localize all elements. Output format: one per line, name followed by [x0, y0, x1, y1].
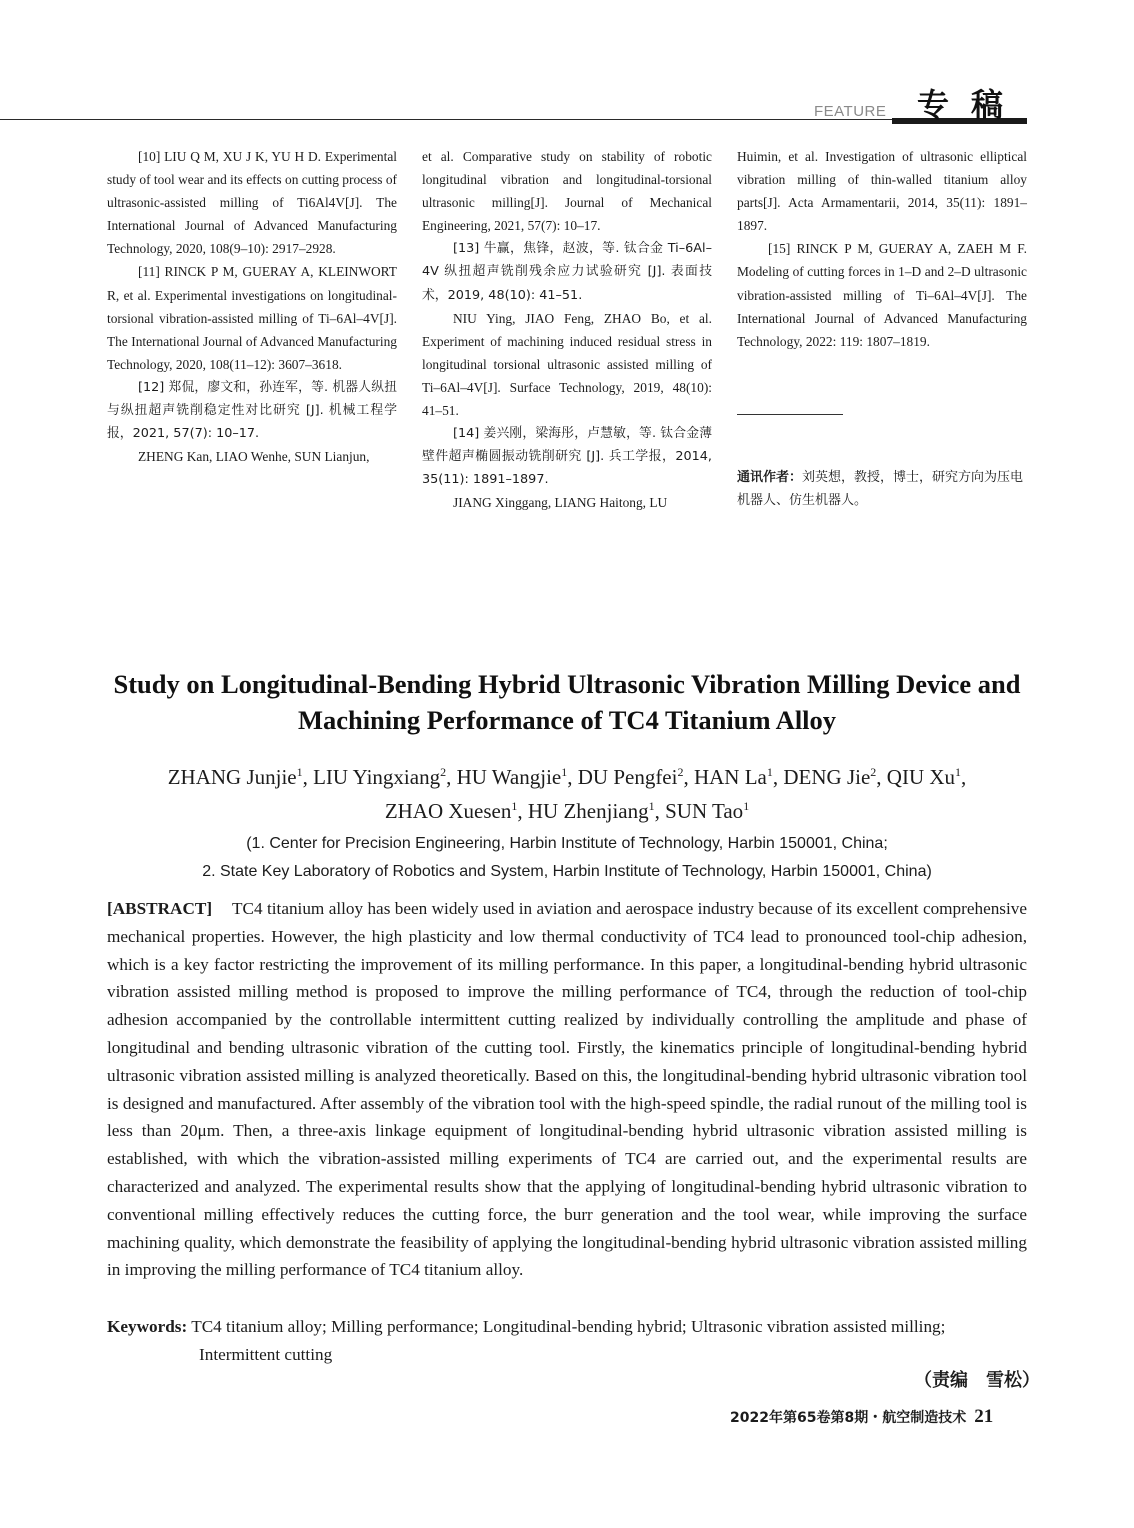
- author-affiliation-marker: 2: [440, 765, 447, 779]
- section-label-en: FEATURE: [814, 103, 887, 120]
- keywords-line-1: [107, 1313, 1027, 1341]
- reference-11: [11] RINCK P M, GUERAY A, KLEINWORT R, et al. Experimental investigations on longitudinal-torsional vibration-assisted milling of Ti–6Al–4V[J]. The International Journal of Advanced Manufacturing Technology, 2020, 108(11–12): 3607–3618.: [107, 264, 397, 372]
- reference-12-en-cont: et al. Comparative study on stability of robotic longitudinal vibration and longitudinal-torsional ultrasonic milling[J]. Journal of Mechanical Engineering, 2021, 57(7): 10–17.: [422, 149, 712, 234]
- author-affiliation-marker: 1: [296, 765, 303, 779]
- corresponding-author-text: 刘英想，教授，博士，研究方向为压电机器人、仿生机器人。: [737, 470, 1024, 508]
- references-column-2: [422, 145, 712, 515]
- reference-14-en-cont: Huimin, et al. Investigation of ultrasonic elliptical vibration milling of thin-walled titanium alloy parts[J]. Acta Armamentarii, 2014, 35(11): 1891–1897.: [737, 149, 1027, 234]
- author-name: DU Pengfei: [577, 765, 678, 789]
- footnote-rule: [737, 414, 843, 415]
- author-name: DENG Jie: [783, 765, 871, 789]
- page-number: 21: [974, 1406, 994, 1427]
- references-column-3: [737, 145, 1027, 353]
- editor-note: （责编 雪松）: [914, 1370, 1040, 1391]
- keywords-text-1: TC4 titanium alloy; Milling performance; Longitudinal-bending hybrid; Ultrasonic vibration assisted milling;: [191, 1317, 946, 1336]
- author-name: ZHAO Xuesen: [384, 799, 512, 823]
- section-label-cn: 专稿: [917, 86, 1026, 124]
- author-name: HAN La: [693, 765, 767, 789]
- reference-13: [13] 牛赢，焦锋，赵波，等. 钛合金 Ti–6Al–4V 纵扭超声铣削残余应力试验研究 [J]. 表面技术，2019, 48(10): 41–51.: [422, 241, 712, 303]
- reference-10: [10] LIU Q M, XU J K, YU H D. Experimental study of tool wear and its effects on cutting process of ultrasonic-assisted milling of Ti6Al4V[J]. The International Journal of Advanced Manufacturing Technology, 2020, 108(9–10): 2917–2928.: [107, 149, 397, 257]
- reference-12-en: ZHENG Kan, LIAO Wenhe, SUN Lianjun,: [138, 449, 370, 465]
- abstract-label: [ABSTRACT]: [107, 899, 213, 918]
- corresponding-author-label: 通讯作者：: [737, 470, 803, 485]
- reference-15: [15] RINCK P M, GUERAY A, ZAEH M F. Modeling of cutting forces in 1–D and 2–D ultrasonic vibration-assisted milling of Ti–6Al–4V[J]. The International Journal of Advanced Manufacturing Technology, 2022: 119: 1807–1819.: [737, 241, 1027, 349]
- paper-title: Study on Longitudinal-Bending Hybrid Ultrasonic Vibration Milling Device and Machining Performance of TC4 Titanium Alloy: [113, 669, 1021, 735]
- affiliation-1: (1. Center for Precision Engineering, Harbin Institute of Technology, Harbin 150001, China;: [246, 835, 888, 852]
- author-name: SUN Tao: [665, 799, 744, 823]
- author-affiliation-marker: 1: [766, 765, 773, 779]
- author-name: LIU Yingxiang: [313, 765, 441, 789]
- affiliation-2: 2. State Key Laboratory of Robotics and System, Harbin Institute of Technology, Harbin 150001, China): [202, 863, 932, 880]
- author-affiliation-marker: 1: [743, 799, 750, 813]
- author-list: ZHANG Junjie$^1$, LIU Yingxiang$^2$, HU Wangjie$^1$, DU Pengfei$^2$, HAN La$^1$, DENG Jie$^2$, QIU Xu$^1$, ZHAO Xuesen$^1$, HU Zhenjiang$^1$, SUN Tao$^1$: [167, 765, 967, 823]
- author-affiliation-marker: 1: [561, 765, 568, 779]
- abstract-text: TC4 titanium alloy has been widely used in aviation and aerospace industry because of its excellent comprehensive mechanical properties. However, the high plasticity and low thermal conductivity of TC4 lead to pronounced tool-chip adhesion, which is a key factor restricting the improvement of its milling performance. In this paper, a longitudinal-bending hybrid ultrasonic vibration assisted milling method is proposed to improve the milling performance of TC4, through the reduction of tool-chip adhesion accompanied by the controllable intermittent cutting realized by individually controlling the amplitude and phase of longitudinal and bending ultrasonic vibration of the cutting tool. Firstly, the kinematics principle of longitudinal-bending hybrid ultrasonic vibration assisted milling is analyzed theoretically. Based on this, the longitudinal-bending hybrid ultrasonic vibration tool is designed and manufactured. After assembly of the vibration tool with the high-speed spindle, the radial runout of the milling tool is less than 20μm. Then, a three-axis linkage equipment of longitudinal-bending hybrid ultrasonic vibration assisted milling is established, with which the vibration-assisted milling experiments of TC4 are carried out, and the experimental results are characterized and analyzed. The experimental results show that the applying of longitudinal-bending hybrid ultrasonic vibration to conventional milling effectively reduces the cutting force, the burr generation and the tool wear, while improving the surface machining quality, which demonstrate the feasibility of applying the longitudinal-bending hybrid ultrasonic vibration assisted milling in improving the milling performance of TC4 titanium alloy.: [107, 899, 1027, 1280]
- keywords: [107, 1313, 1027, 1369]
- author-affiliation-marker: 2: [870, 765, 877, 779]
- author-name: HU Wangjie: [456, 765, 562, 789]
- author-name: HU Zhenjiang: [527, 799, 649, 823]
- keywords-text-2: Intermittent cutting: [199, 1344, 333, 1364]
- keywords-label: Keywords:: [107, 1317, 188, 1336]
- journal-issue: 2022年第65卷第8期・航空制造技术: [730, 1410, 967, 1426]
- reference-14: [14] 姜兴刚，梁海彤，卢慧敏，等. 钛合金薄壁件超声椭圆振动铣削研究 [J]. 兵工学报，2014, 35(11): 1891–1897.: [422, 426, 712, 488]
- abstract: [107, 895, 1027, 1284]
- author-name: ZHANG Junjie: [167, 765, 297, 789]
- reference-12: [12] 郑侃，廖文和，孙连军，等. 机器人纵扭与纵扭超声铣削稳定性对比研究 [J]. 机械工程学报，2021, 57(7): 10–17.: [107, 379, 397, 442]
- page-footer: [730, 1406, 993, 1428]
- affiliations: [100, 830, 1034, 886]
- author-affiliation-marker: 1: [955, 765, 962, 779]
- author-affiliation-marker: 1: [511, 799, 518, 813]
- reference-13-en: NIU Ying, JIAO Feng, ZHAO Bo, et al. Experiment of machining induced residual stress in longitudinal torsional ultrasonic assisted milling of Ti–6Al–4V[J]. Surface Technology, 2019, 48(10): 41–51.: [422, 310, 712, 419]
- reference-14-en: JIANG Xinggang, LIANG Haitong, LU: [453, 495, 668, 511]
- references-column-1: [107, 145, 397, 468]
- author-affiliation-marker: 1: [648, 799, 655, 813]
- corresponding-author: [737, 466, 1029, 512]
- author-name: QIU Xu: [886, 765, 956, 789]
- author-affiliation-marker: 2: [677, 765, 684, 779]
